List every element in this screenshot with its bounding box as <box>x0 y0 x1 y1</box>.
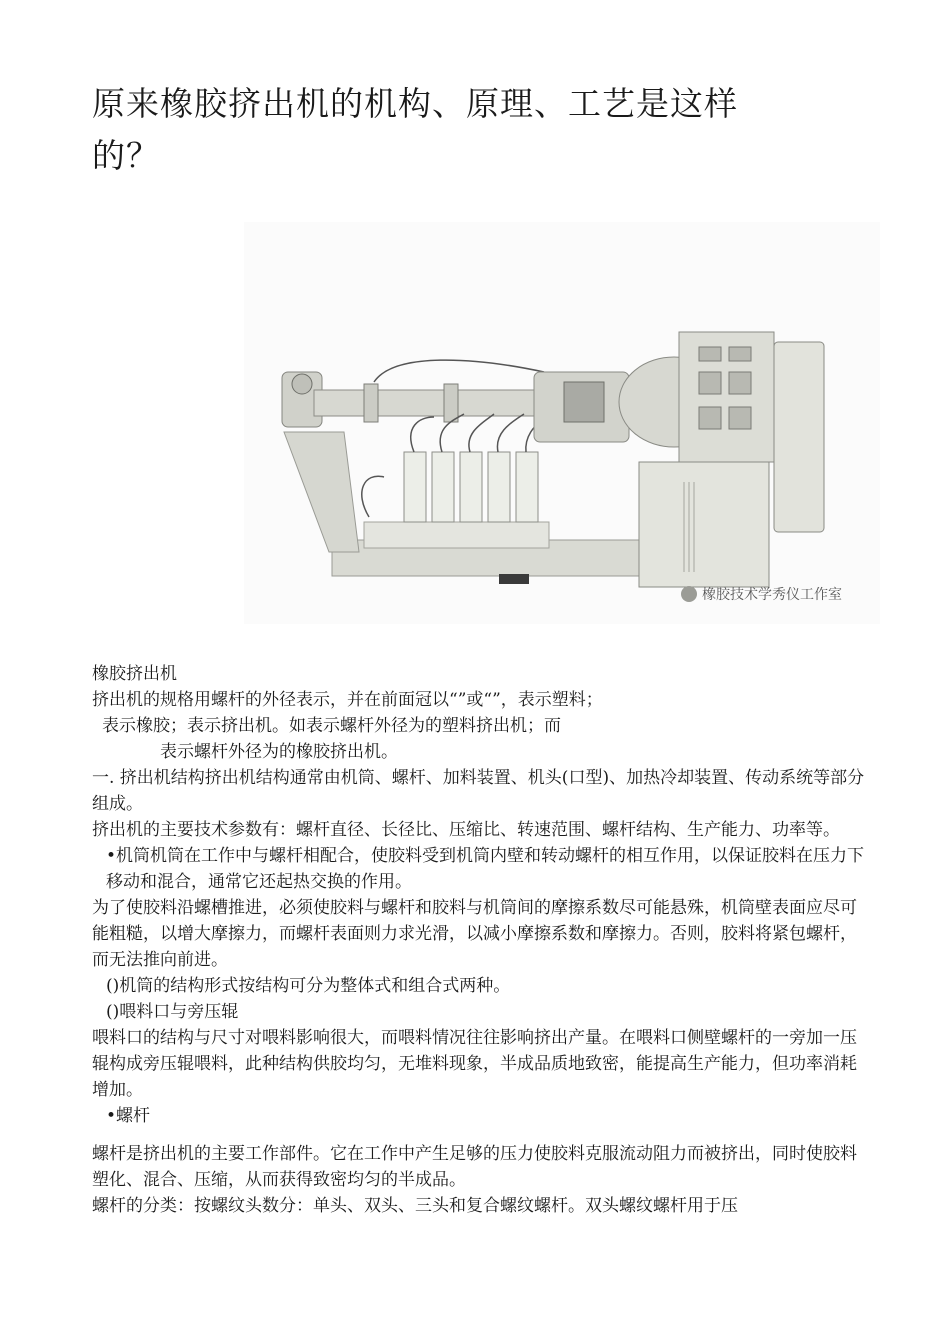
title-line-1: 原来橡胶挤出机的机构、原理、工艺是这样 <box>92 84 738 123</box>
bullet-item: •机筒机筒在工作中与螺杆相配合，使胶料受到机筒内壁和转动螺杆的相互作用，以保证胶料在压力下移动和混合，通常它还起热交换的作用。 <box>106 846 865 892</box>
paragraph: 为了使胶料沿螺槽推进，必须使胶料与螺杆和胶料与机筒间的摩擦系数尽可能悬殊，机筒壁表面应尽可能粗糙，以增大摩擦力，而螺杆表面则力求光滑，以减小摩擦系数和摩擦力。否则，胶料将紧包螺杆，而无法推向前进。 <box>92 898 857 970</box>
extruder-photo <box>244 222 880 624</box>
paragraph: 螺杆是挤出机的主要工作部件。它在工作中产生足够的压力使胶料克服流动阻力而被挤出，同时使胶料塑化、混合、压缩，从而获得致密均匀的半成品。 <box>92 1144 857 1190</box>
image-caption: 橡胶挤出机 <box>92 664 177 684</box>
article-body <box>92 661 872 1219</box>
paragraph: 表示橡胶；表示挤出机。如表示螺杆外径为的塑料挤出机；而 <box>102 716 561 736</box>
paragraph: 喂料口的结构与尺寸对喂料影响很大，而喂料情况往往影响挤出产量。在喂料口侧壁螺杆的一旁加一压辊构成旁压辊喂料，此种结构供胶均匀，无堆料现象，半成品质地致密，能提高生产能力，但功率消耗增加。 <box>92 1028 857 1100</box>
bullet-item: •螺杆 <box>106 1106 151 1126</box>
list-item: ()喂料口与旁压辊 <box>106 1002 239 1022</box>
paragraph: 表示螺杆外径为的橡胶挤出机。 <box>160 742 398 762</box>
paragraph: 螺杆的分类：按螺纹头数分：单头、双头、三头和复合螺纹螺杆。双头螺纹螺杆用于压 <box>92 1196 738 1216</box>
list-item: ()机筒的结构形式按结构可分为整体式和组合式两种。 <box>106 976 511 996</box>
paragraph: 挤出机的主要技术参数有：螺杆直径、长径比、压缩比、转速范围、螺杆结构、生产能力、功率等。 <box>92 820 840 840</box>
section-heading: 一. 挤出机结构挤出机结构通常由机筒、螺杆、加料装置、机头(口型)、加热冷却装置、传动系统等部分组成。 <box>92 768 865 814</box>
page-title <box>92 78 792 182</box>
title-line-2: 的？ <box>92 136 160 175</box>
photo-watermark: 橡胶技术学秀仪工作室 <box>702 587 842 603</box>
paragraph: 挤出机的规格用螺杆的外径表示，并在前面冠以“”或“”，表示塑料； <box>92 690 603 710</box>
